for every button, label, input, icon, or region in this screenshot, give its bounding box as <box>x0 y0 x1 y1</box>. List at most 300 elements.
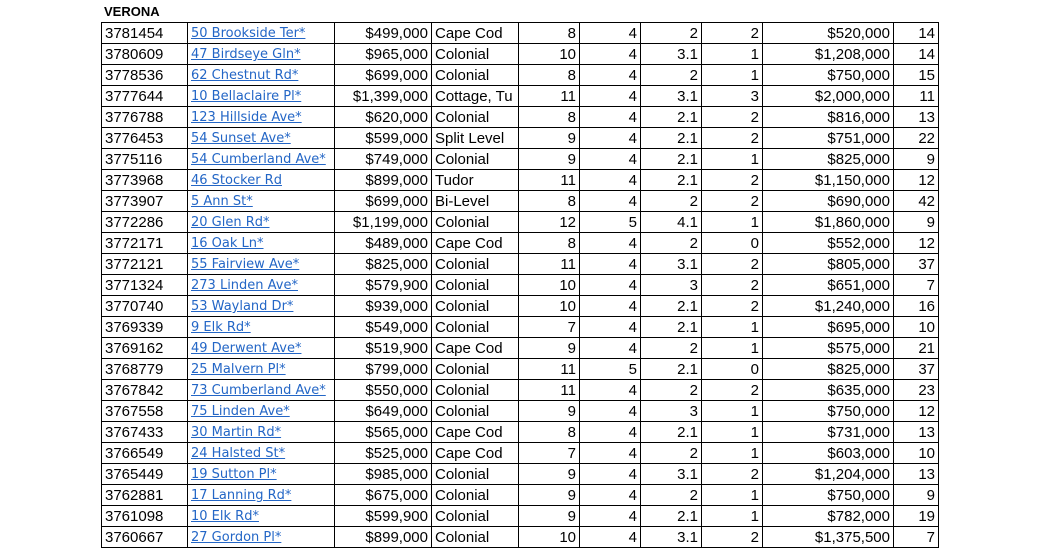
style-cell <box>432 464 519 485</box>
table-row <box>102 527 939 548</box>
garage-cell: 2 <box>702 191 763 212</box>
style-text: Colonial <box>435 318 490 336</box>
baths-cell: 2.1 <box>641 170 702 191</box>
mls-number-cell: 3769162 <box>102 338 188 359</box>
rooms-cell: 11 <box>519 380 580 401</box>
sold-price-cell: $1,150,000 <box>763 170 894 191</box>
sold-price-cell: $750,000 <box>763 485 894 506</box>
address-link[interactable]: 53 Wayland Dr* <box>191 299 294 314</box>
mls-number-cell: 3777644 <box>102 86 188 107</box>
sold-price-cell: $750,000 <box>763 401 894 422</box>
style-cell <box>432 317 519 338</box>
address-link[interactable]: 10 Elk Rd* <box>191 509 259 524</box>
bedrooms-cell: 5 <box>580 359 641 380</box>
garage-cell: 2 <box>702 527 763 548</box>
sold-price-cell: $1,860,000 <box>763 212 894 233</box>
days-on-market-cell: 22 <box>894 128 939 149</box>
style-cell <box>432 23 519 44</box>
garage-cell: 2 <box>702 23 763 44</box>
style-text: Colonial <box>435 213 490 231</box>
baths-cell: 3.1 <box>641 254 702 275</box>
bedrooms-cell: 5 <box>580 212 641 233</box>
bedrooms-cell: 4 <box>580 401 641 422</box>
address-link[interactable]: 75 Linden Ave* <box>191 404 290 419</box>
bedrooms-cell: 4 <box>580 86 641 107</box>
rooms-cell: 8 <box>519 191 580 212</box>
sold-price-cell: $520,000 <box>763 23 894 44</box>
sold-price-cell: $575,000 <box>763 338 894 359</box>
list-price-cell: $599,000 <box>335 128 432 149</box>
days-on-market-cell: 13 <box>894 107 939 128</box>
mls-number-cell: 3781454 <box>102 23 188 44</box>
sold-price-cell: $552,000 <box>763 233 894 254</box>
days-on-market-cell: 11 <box>894 86 939 107</box>
list-price-cell: $579,900 <box>335 275 432 296</box>
days-on-market-cell: 37 <box>894 254 939 275</box>
baths-cell: 2 <box>641 233 702 254</box>
bedrooms-cell: 4 <box>580 338 641 359</box>
list-price-cell: $549,000 <box>335 317 432 338</box>
list-price-cell: $620,000 <box>335 107 432 128</box>
sold-price-cell: $690,000 <box>763 191 894 212</box>
style-cell <box>432 338 519 359</box>
list-price-cell: $825,000 <box>335 254 432 275</box>
bedrooms-cell: 4 <box>580 128 641 149</box>
address-cell <box>188 149 335 170</box>
address-link[interactable]: 27 Gordon Pl* <box>191 530 282 545</box>
table-row <box>102 170 939 191</box>
address-cell <box>188 191 335 212</box>
days-on-market-cell: 12 <box>894 170 939 191</box>
address-link[interactable]: 24 Halsted St* <box>191 446 286 461</box>
sold-price-cell: $695,000 <box>763 317 894 338</box>
address-cell <box>188 527 335 548</box>
list-price-cell: $899,000 <box>335 527 432 548</box>
baths-cell: 2 <box>641 65 702 86</box>
table-row <box>102 128 939 149</box>
rooms-cell: 8 <box>519 422 580 443</box>
days-on-market-cell: 9 <box>894 149 939 170</box>
bedrooms-cell: 4 <box>580 191 641 212</box>
garage-cell: 1 <box>702 212 763 233</box>
style-text: Colonial <box>435 108 490 126</box>
style-text: Colonial <box>435 465 490 483</box>
address-cell <box>188 128 335 149</box>
address-link[interactable]: 47 Birdseye Gln* <box>191 47 301 62</box>
table-row <box>102 107 939 128</box>
rooms-cell: 8 <box>519 107 580 128</box>
baths-cell: 2.1 <box>641 506 702 527</box>
days-on-market-cell: 14 <box>894 44 939 65</box>
days-on-market-cell: 21 <box>894 338 939 359</box>
baths-cell: 2.1 <box>641 317 702 338</box>
style-text: Cape Cod <box>435 339 503 357</box>
mls-number-cell: 3767558 <box>102 401 188 422</box>
mls-number-cell: 3776453 <box>102 128 188 149</box>
bedrooms-cell: 4 <box>580 527 641 548</box>
list-price-cell: $965,000 <box>335 44 432 65</box>
list-price-cell: $489,000 <box>335 233 432 254</box>
address-link[interactable]: 9 Elk Rd* <box>191 320 251 335</box>
table-row <box>102 359 939 380</box>
baths-cell: 2.1 <box>641 296 702 317</box>
baths-cell: 2.1 <box>641 128 702 149</box>
days-on-market-cell: 12 <box>894 401 939 422</box>
style-text: Colonial <box>435 507 490 525</box>
mls-number-cell: 3768779 <box>102 359 188 380</box>
baths-cell: 2 <box>641 380 702 401</box>
garage-cell: 1 <box>702 506 763 527</box>
rooms-cell: 11 <box>519 359 580 380</box>
address-cell <box>188 422 335 443</box>
address-cell <box>188 86 335 107</box>
table-row <box>102 86 939 107</box>
garage-cell: 2 <box>702 107 763 128</box>
days-on-market-cell: 13 <box>894 464 939 485</box>
address-link[interactable]: 10 Bellaclaire Pl* <box>191 89 302 104</box>
address-cell <box>188 254 335 275</box>
bedrooms-cell: 4 <box>580 380 641 401</box>
mls-number-cell: 3767842 <box>102 380 188 401</box>
style-text: Colonial <box>435 297 490 315</box>
sold-price-cell: $603,000 <box>763 443 894 464</box>
table-row <box>102 233 939 254</box>
mls-number-cell: 3773968 <box>102 170 188 191</box>
list-price-cell: $985,000 <box>335 464 432 485</box>
rooms-cell: 9 <box>519 464 580 485</box>
style-text: Colonial <box>435 486 490 504</box>
rooms-cell: 9 <box>519 149 580 170</box>
list-price-cell: $550,000 <box>335 380 432 401</box>
list-price-cell: $675,000 <box>335 485 432 506</box>
style-text: Split Level <box>435 129 505 147</box>
style-text: Colonial <box>435 276 490 294</box>
days-on-market-cell: 16 <box>894 296 939 317</box>
address-cell <box>188 233 335 254</box>
table-row <box>102 44 939 65</box>
mls-number-cell: 3773907 <box>102 191 188 212</box>
table-row <box>102 191 939 212</box>
table-row <box>102 149 939 170</box>
style-cell <box>432 107 519 128</box>
address-link[interactable]: 50 Brookside Ter* <box>191 26 306 41</box>
baths-cell: 2.1 <box>641 359 702 380</box>
mls-number-cell: 3776788 <box>102 107 188 128</box>
garage-cell: 2 <box>702 254 763 275</box>
address-cell <box>188 65 335 86</box>
garage-cell: 1 <box>702 149 763 170</box>
style-text: Cape Cod <box>435 423 503 441</box>
sold-price-cell: $635,000 <box>763 380 894 401</box>
style-cell <box>432 275 519 296</box>
address-cell <box>188 296 335 317</box>
mls-number-cell: 3770740 <box>102 296 188 317</box>
list-price-cell: $499,000 <box>335 23 432 44</box>
address-cell <box>188 401 335 422</box>
list-price-cell: $599,900 <box>335 506 432 527</box>
style-text: Colonial <box>435 255 490 273</box>
address-cell <box>188 464 335 485</box>
bedrooms-cell: 4 <box>580 44 641 65</box>
address-link[interactable]: 46 Stocker Rd <box>191 173 282 188</box>
baths-cell: 3.1 <box>641 527 702 548</box>
sold-price-cell: $825,000 <box>763 149 894 170</box>
table-row <box>102 401 939 422</box>
style-text: Colonial <box>435 360 490 378</box>
mls-number-cell: 3775116 <box>102 149 188 170</box>
address-link[interactable]: 49 Derwent Ave* <box>191 341 302 356</box>
list-price-cell: $565,000 <box>335 422 432 443</box>
table-row <box>102 23 939 44</box>
garage-cell: 1 <box>702 443 763 464</box>
sold-price-cell: $751,000 <box>763 128 894 149</box>
style-text: Colonial <box>435 402 490 420</box>
baths-cell: 2.1 <box>641 422 702 443</box>
list-price-cell: $519,900 <box>335 338 432 359</box>
address-link[interactable]: 17 Lanning Rd* <box>191 488 292 503</box>
address-cell <box>188 23 335 44</box>
baths-cell: 3.1 <box>641 86 702 107</box>
sold-price-cell: $805,000 <box>763 254 894 275</box>
style-text: Colonial <box>435 528 490 546</box>
bedrooms-cell: 4 <box>580 296 641 317</box>
address-cell <box>188 275 335 296</box>
baths-cell: 2 <box>641 443 702 464</box>
days-on-market-cell: 9 <box>894 212 939 233</box>
days-on-market-cell: 9 <box>894 485 939 506</box>
address-cell <box>188 485 335 506</box>
mls-number-cell: 3766549 <box>102 443 188 464</box>
days-on-market-cell: 14 <box>894 23 939 44</box>
mls-number-cell: 3762881 <box>102 485 188 506</box>
table-row <box>102 338 939 359</box>
address-cell <box>188 170 335 191</box>
list-price-cell: $939,000 <box>335 296 432 317</box>
bedrooms-cell: 4 <box>580 275 641 296</box>
table-row <box>102 254 939 275</box>
garage-cell: 0 <box>702 359 763 380</box>
list-price-cell: $1,399,000 <box>335 86 432 107</box>
list-price-cell: $699,000 <box>335 65 432 86</box>
sold-price-cell: $731,000 <box>763 422 894 443</box>
rooms-cell: 11 <box>519 86 580 107</box>
table-row <box>102 380 939 401</box>
table-row <box>102 506 939 527</box>
list-price-cell: $699,000 <box>335 191 432 212</box>
mls-number-cell: 3767433 <box>102 422 188 443</box>
baths-cell: 4.1 <box>641 212 702 233</box>
style-text: Cape Cod <box>435 444 503 462</box>
baths-cell: 3.1 <box>641 464 702 485</box>
style-cell <box>432 65 519 86</box>
days-on-market-cell: 23 <box>894 380 939 401</box>
rooms-cell: 8 <box>519 65 580 86</box>
list-price-cell: $899,000 <box>335 170 432 191</box>
baths-cell: 2.1 <box>641 107 702 128</box>
style-cell <box>432 527 519 548</box>
garage-cell: 1 <box>702 338 763 359</box>
bedrooms-cell: 4 <box>580 443 641 464</box>
bedrooms-cell: 4 <box>580 107 641 128</box>
style-cell <box>432 422 519 443</box>
bedrooms-cell: 4 <box>580 65 641 86</box>
style-cell <box>432 44 519 65</box>
style-cell <box>432 443 519 464</box>
style-cell <box>432 485 519 506</box>
rooms-cell: 12 <box>519 212 580 233</box>
mls-number-cell: 3769339 <box>102 317 188 338</box>
bedrooms-cell: 4 <box>580 23 641 44</box>
table-row <box>102 212 939 233</box>
sheet-title: VERONA <box>104 4 160 19</box>
style-text: Colonial <box>435 381 490 399</box>
address-cell <box>188 443 335 464</box>
mls-number-cell: 3778536 <box>102 65 188 86</box>
address-cell <box>188 212 335 233</box>
sold-price-cell: $2,000,000 <box>763 86 894 107</box>
garage-cell: 1 <box>702 485 763 506</box>
style-text: Cottage, Tu <box>435 87 513 105</box>
sold-price-cell: $651,000 <box>763 275 894 296</box>
garage-cell: 0 <box>702 233 763 254</box>
address-cell <box>188 380 335 401</box>
mls-number-cell: 3765449 <box>102 464 188 485</box>
garage-cell: 2 <box>702 380 763 401</box>
sold-price-cell: $825,000 <box>763 359 894 380</box>
style-cell <box>432 128 519 149</box>
rooms-cell: 9 <box>519 485 580 506</box>
address-cell <box>188 506 335 527</box>
garage-cell: 1 <box>702 317 763 338</box>
rooms-cell: 11 <box>519 170 580 191</box>
sold-price-cell: $782,000 <box>763 506 894 527</box>
table-row <box>102 464 939 485</box>
address-link[interactable]: 73 Cumberland Ave* <box>191 383 326 398</box>
baths-cell: 2 <box>641 191 702 212</box>
style-text: Cape Cod <box>435 234 503 252</box>
days-on-market-cell: 13 <box>894 422 939 443</box>
garage-cell: 1 <box>702 44 763 65</box>
bedrooms-cell: 4 <box>580 170 641 191</box>
address-link[interactable]: 5 Ann St* <box>191 194 253 209</box>
mls-number-cell: 3771324 <box>102 275 188 296</box>
baths-cell: 3 <box>641 401 702 422</box>
baths-cell: 2.1 <box>641 149 702 170</box>
baths-cell: 2 <box>641 338 702 359</box>
days-on-market-cell: 10 <box>894 443 939 464</box>
bedrooms-cell: 4 <box>580 317 641 338</box>
address-cell <box>188 317 335 338</box>
style-cell <box>432 191 519 212</box>
style-text: Colonial <box>435 150 490 168</box>
days-on-market-cell: 37 <box>894 359 939 380</box>
days-on-market-cell: 15 <box>894 65 939 86</box>
rooms-cell: 8 <box>519 23 580 44</box>
baths-cell: 3 <box>641 275 702 296</box>
baths-cell: 2 <box>641 23 702 44</box>
address-link[interactable]: 54 Sunset Ave* <box>191 131 291 146</box>
days-on-market-cell: 10 <box>894 317 939 338</box>
bedrooms-cell: 4 <box>580 149 641 170</box>
style-cell <box>432 296 519 317</box>
mls-number-cell: 3772121 <box>102 254 188 275</box>
address-cell <box>188 44 335 65</box>
garage-cell: 1 <box>702 401 763 422</box>
sold-price-cell: $1,240,000 <box>763 296 894 317</box>
rooms-cell: 8 <box>519 233 580 254</box>
address-cell <box>188 107 335 128</box>
style-cell <box>432 359 519 380</box>
address-link[interactable]: 30 Martin Rd* <box>191 425 282 440</box>
style-text: Tudor <box>435 171 474 189</box>
sold-price-cell: $1,204,000 <box>763 464 894 485</box>
style-cell <box>432 233 519 254</box>
address-link[interactable]: 62 Chestnut Rd* <box>191 68 299 83</box>
address-link[interactable]: 25 Malvern Pl* <box>191 362 286 377</box>
table-row <box>102 65 939 86</box>
table-row <box>102 422 939 443</box>
style-text: Cape Cod <box>435 24 503 42</box>
bedrooms-cell: 4 <box>580 506 641 527</box>
sold-price-cell: $1,208,000 <box>763 44 894 65</box>
list-price-cell: $1,199,000 <box>335 212 432 233</box>
listings-table <box>101 22 939 548</box>
address-cell <box>188 359 335 380</box>
style-text: Bi-Level <box>435 192 490 210</box>
style-text: Colonial <box>435 66 490 84</box>
list-price-cell: $749,000 <box>335 149 432 170</box>
table-row <box>102 485 939 506</box>
address-link[interactable]: 19 Sutton Pl* <box>191 467 277 482</box>
garage-cell: 2 <box>702 275 763 296</box>
baths-cell: 2 <box>641 485 702 506</box>
address-link[interactable]: 273 Linden Ave* <box>191 278 298 293</box>
rooms-cell: 9 <box>519 338 580 359</box>
address-link[interactable]: 16 Oak Ln* <box>191 236 264 251</box>
mls-number-cell: 3780609 <box>102 44 188 65</box>
address-link[interactable]: 55 Fairview Ave* <box>191 257 300 272</box>
mls-number-cell: 3772171 <box>102 233 188 254</box>
rooms-cell: 10 <box>519 527 580 548</box>
style-cell <box>432 170 519 191</box>
list-price-cell: $525,000 <box>335 443 432 464</box>
sold-price-cell: $750,000 <box>763 65 894 86</box>
days-on-market-cell: 42 <box>894 191 939 212</box>
table-row <box>102 275 939 296</box>
rooms-cell: 10 <box>519 296 580 317</box>
style-text: Colonial <box>435 45 490 63</box>
address-link[interactable]: 123 Hillside Ave* <box>191 110 302 125</box>
bedrooms-cell: 4 <box>580 422 641 443</box>
sold-price-cell: $816,000 <box>763 107 894 128</box>
sold-price-cell: $1,375,500 <box>763 527 894 548</box>
address-link[interactable]: 54 Cumberland Ave* <box>191 152 326 167</box>
rooms-cell: 7 <box>519 317 580 338</box>
days-on-market-cell: 7 <box>894 275 939 296</box>
bedrooms-cell: 4 <box>580 464 641 485</box>
garage-cell: 2 <box>702 128 763 149</box>
table-row <box>102 317 939 338</box>
table-row <box>102 296 939 317</box>
mls-number-cell: 3760667 <box>102 527 188 548</box>
address-link[interactable]: 20 Glen Rd* <box>191 215 270 230</box>
garage-cell: 2 <box>702 170 763 191</box>
garage-cell: 3 <box>702 86 763 107</box>
rooms-cell: 10 <box>519 275 580 296</box>
rooms-cell: 9 <box>519 506 580 527</box>
bedrooms-cell: 4 <box>580 254 641 275</box>
rooms-cell: 10 <box>519 44 580 65</box>
